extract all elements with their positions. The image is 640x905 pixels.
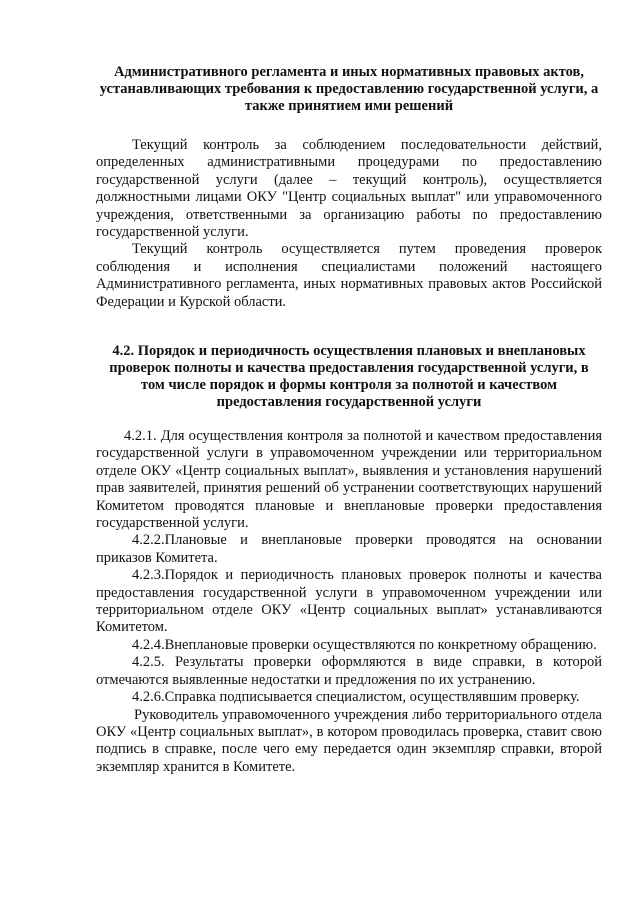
text-block-4-2 bbox=[96, 428, 602, 776]
paragraph-current-control: Текущий контроль за соблюдением последовательности действий, определенных административными процедурами по предоставлению государственной услуги (далее – текущий контроль), осуществляется должностными лицами ОКУ "Центр социальных выплат" или управомоченного учреждения, ответственными за организацию работы по предоставлению государственной услуги. bbox=[96, 137, 602, 241]
paragraph-current-control-checks: Текущий контроль осуществляется путем проведения проверок соблюдения и исполнения специалистами положений настоящего Административного регламента, иных нормативных правовых актов Российской Федерации и Курской области. bbox=[96, 241, 602, 310]
paragraph-head-signature: Руководитель управомоченного учреждения либо территориального отдела ОКУ «Центр социальных выплат», в котором проводилась проверка, ставит свою подпись в справке, после чего ему передается один экземпляр справки, второй экземпляр хранится в Комитете. bbox=[96, 706, 602, 775]
text-block-top bbox=[96, 137, 602, 311]
paragraph-4-2-2: 4.2.2.Плановые и внеплановые проверки проводятся на основании приказов Комитета. bbox=[96, 532, 602, 566]
section-heading-top: Административного регламента и иных нормативных правовых актов, устанавливающих требования к предоставлению государственной услуги, а также принятием ими решений bbox=[99, 64, 599, 114]
paragraph-4-2-3: 4.2.3.Порядок и периодичность плановых проверок полноты и качества предоставления государственной услуги в управомоченном учреждении или территориальном отделе ОКУ «Центр социальных выплат» устанавливаются Комитетом. bbox=[96, 567, 602, 636]
section-heading-4-2: 4.2. Порядок и периодичность осуществления плановых и внеплановых проверок полноты и качества предоставления государственной услуги, в том числе порядок и формы контроля за полнотой и качеством предоставления государственной услуги bbox=[109, 343, 589, 410]
paragraph-4-2-4: 4.2.4.Внеплановые проверки осуществляются по конкретному обращению. bbox=[132, 636, 597, 653]
paragraph-4-2-5: 4.2.5. Результаты проверки оформляются в виде справки, в которой отмечаются выявленные недостатки и предложения по их устранению. bbox=[96, 654, 602, 688]
paragraph-4-2-1: 4.2.1. Для осуществления контроля за полнотой и качеством предоставления государственной услуги в управомоченном учреждении или территориальном отделе ОКУ «Центр социальных выплат», выявления и установления нарушений прав заявителей, принятия решений об устранении соответствующих нарушений Комитетом проводятся плановые и внеплановые проверки предоставления государственной услуги. bbox=[96, 428, 602, 532]
paragraph-4-2-6: 4.2.6.Справка подписывается специалистом, осуществлявшим проверку. bbox=[132, 689, 580, 706]
